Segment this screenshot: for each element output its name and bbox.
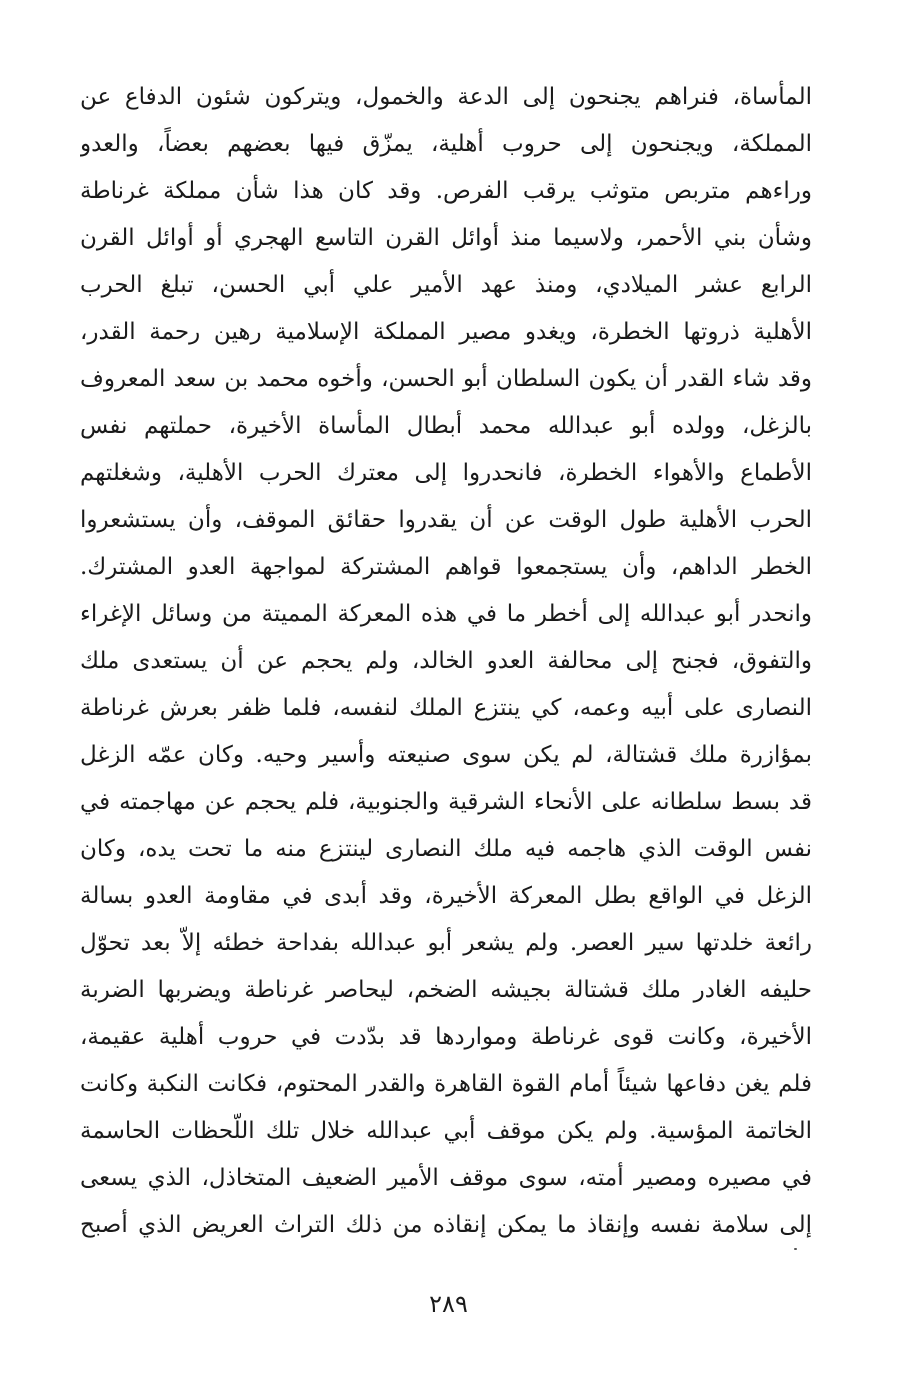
text-line: الخاتمة المؤسية. ولم يكن موقف أبي عبدالله خلال تلك اللّحظات الحاسمة <box>80 1118 812 1144</box>
text-line: الخطر الداهم، وأن يستجمعوا قواهم المشتركة لمواجهة العدو المشترك. <box>80 554 812 580</box>
scan-speck <box>794 1248 797 1250</box>
text-line: والتفوق، فجنح إلى محالفة العدو الخالد، ولم يحجم عن أن يستعدى ملك <box>80 648 812 674</box>
text-line: في مصيره ومصير أمته، سوى موقف الأمير الضعيف المتخاذل، الذي يسعى <box>80 1165 812 1191</box>
text-line: فلم يغن دفاعها شيئاً أمام القوة القاهرة والقدر المحتوم، فكانت النكبة وكانت <box>80 1071 812 1097</box>
text-line: الحرب الأهلية طول الوقت عن أن يقدروا حقائق الموقف، وأن يستشعروا <box>80 507 812 533</box>
text-line: الزغل في الواقع بطل المعركة الأخيرة، وقد أبدى في مقاومة العدو بسالة <box>80 883 812 909</box>
text-line: إلى سلامة نفسه وإنقاذ ما يمكن إنقاذه من ذلك التراث العريض الذي أصبح <box>80 1212 812 1238</box>
text-line: نفس الوقت الذي هاجمه فيه ملك النصارى لينتزع منه ما تحت يده، وكان <box>80 836 812 862</box>
text-line: وانحدر أبو عبدالله إلى أخطر ما في هذه المعركة المميتة من وسائل الإغراء <box>80 601 812 627</box>
text-line: الأطماع والأهواء الخطرة، فانحدروا إلى معترك الحرب الأهلية، وشغلتهم <box>80 460 812 486</box>
text-line: بالزغل، وولده أبو عبدالله محمد أبطال المأساة الأخيرة، حملتهم نفس <box>80 413 812 439</box>
text-line: المملكة، ويجنحون إلى حروب أهلية، يمزّق فيها بعضهم بعضاً، والعدو <box>80 131 812 157</box>
text-line: قد بسط سلطانه على الأنحاء الشرقية والجنوبية، فلم يحجم عن مهاجمته في <box>80 789 812 815</box>
text-line: حليفه الغادر ملك قشتالة بجيشه الضخم، ليحاصر غرناطة ويضربها الضربة <box>80 977 812 1003</box>
text-line: المأساة، فنراهم يجنحون إلى الدعة والخمول، ويتركون شئون الدفاع عن <box>80 84 812 110</box>
text-line: رائعة خلدتها سير العصر. ولم يشعر أبو عبدالله بفداحة خطئه إلاّ بعد تحوّل <box>80 930 812 956</box>
text-line: وشأن بني الأحمر، ولاسيما منذ أوائل القرن التاسع الهجري أو أوائل القرن <box>80 225 812 251</box>
text-line: الأهلية ذروتها الخطرة، ويغدو مصير المملكة الإسلامية رهين رحمة القدر، <box>80 319 812 345</box>
text-line: الأخيرة، وكانت قوى غرناطة ومواردها قد بدّدت في حروب أهلية عقيمة، <box>80 1024 812 1050</box>
text-line: الرابع عشر الميلادي، ومنذ عهد الأمير علي أبي الحسن، تبلغ الحرب <box>80 272 812 298</box>
page-number: ٢٨٩ <box>429 1290 468 1318</box>
text-line: وقد شاء القدر أن يكون السلطان أبو الحسن، وأخوه محمد بن سعد المعروف <box>80 366 812 392</box>
text-line: بمؤازرة ملك قشتالة، لم يكن سوى صنيعته وأسير وحيه. وكان عمّه الزغل <box>80 742 812 768</box>
text-line: النصارى على أبيه وعمه، كي ينتزع الملك لنفسه، فلما ظفر بعرش غرناطة <box>80 695 812 721</box>
body-text <box>80 74 812 1249</box>
text-line: وراءهم متربص متوثب يرقب الفرص. وقد كان هذا شأن مملكة غرناطة <box>80 178 812 204</box>
